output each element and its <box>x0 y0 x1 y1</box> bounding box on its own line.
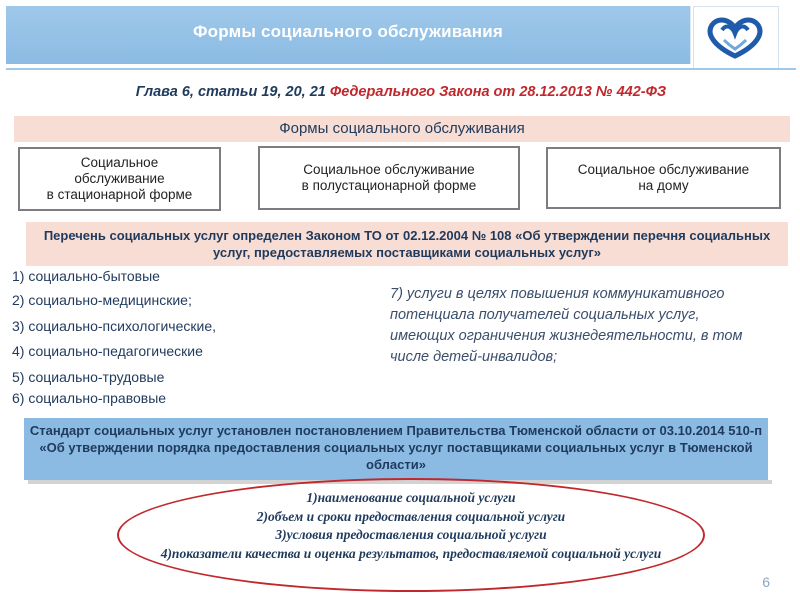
page-number: 6 <box>762 574 770 590</box>
form-box-home: Социальное обслуживание на дому <box>546 147 781 209</box>
standard-band: Стандарт социальных услуг установлен постановлением Правительства Тюменской области от 03.10.2014 510-п «Об утверждении порядка предоставления социальных услуг поставщиками социальных услуг в Тюменской области» <box>24 418 768 480</box>
list-item: 2) социально-медицинские; <box>12 292 192 308</box>
list-item: 4)показатели качества и оценка результатов, предоставляемой социальной услуги <box>160 545 662 561</box>
list-item: 4) социально-педагогические <box>12 343 203 359</box>
chapter-reference: Глава 6, статьи 19, 20, 21 <box>135 84 326 100</box>
list-item: 5) социально-трудовые <box>12 369 165 385</box>
requirements-list <box>126 489 696 563</box>
logo <box>693 6 779 70</box>
form-box-semi-stationary: Социальное обслуживание в полустационарной форме <box>258 146 520 210</box>
federal-law-reference: Федерального Закона от 28.12.2013 № 442-ФЗ <box>329 84 667 100</box>
form-box-stationary: Социальное обслуживание в стационарной форме <box>18 147 221 211</box>
services-law-band: Перечень социальных услуг определен Законом ТО от 02.12.2004 № 108 «Об утверждении перечня социальных услуг, предоставляемых поставщиками социальных услуг» <box>26 222 788 266</box>
list-item: 1)наименование социальной услуги <box>306 490 516 505</box>
list-item: 1) социально-бытовые <box>12 268 160 284</box>
legal-reference <box>6 84 796 100</box>
forms-heading: Формы социального обслуживания <box>14 116 790 142</box>
header-divider <box>6 68 796 70</box>
list-item: 6) социально-правовые <box>12 390 167 406</box>
list-item: 3)условия предоставления социальной услуги <box>275 527 547 542</box>
list-item: 2)объем и сроки предоставления социальной услуги <box>256 508 566 524</box>
list-item: 3) социально-психологические, <box>12 318 217 334</box>
heart-hands-logo-icon <box>702 12 768 64</box>
service-item-7: 7) услуги в целях повышения коммуникативного потенциала получателей социальных услуг, имеющих ограничения жизнедеятельности, в том числе детей-инвалидов; <box>390 286 743 365</box>
slide-title: Формы социального обслуживания <box>192 22 504 41</box>
